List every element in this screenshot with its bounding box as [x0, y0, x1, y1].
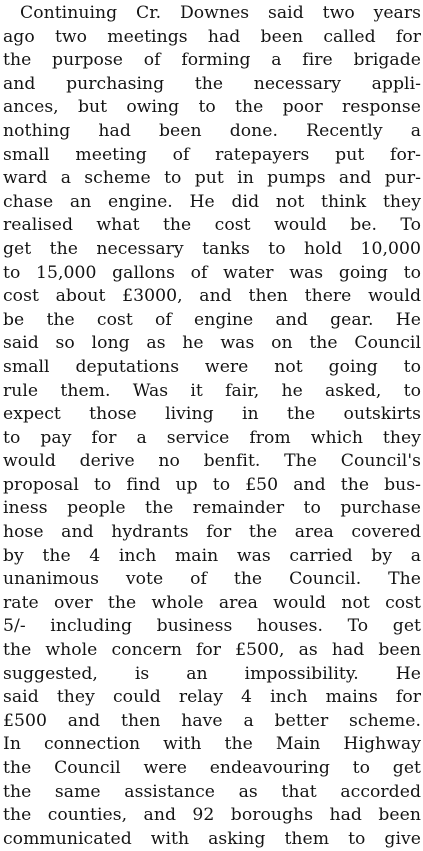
- text-line: be the cost of engine and gear. He: [3, 309, 421, 330]
- text-line: the whole concern for £500, as had been: [3, 640, 421, 661]
- text-line: to 15,000 gallons of water was going to: [3, 262, 421, 283]
- text-line: rate over the whole area would not cost: [3, 592, 421, 613]
- text-line: and purchasing the necessary appli-: [3, 73, 421, 94]
- text-line: hose and hydrants for the area covered: [3, 522, 421, 543]
- text-line: unanimous vote of the Council. The: [3, 569, 421, 590]
- text-line: nothing had been done. Recently a: [3, 120, 421, 141]
- text-line: would derive no benfit. The Council's: [3, 451, 421, 472]
- text-line: to pay for a service from which they: [3, 427, 421, 448]
- text-line: rule them. Was it fair, he asked, to: [3, 380, 421, 401]
- text-line: the same assistance as that accorded: [3, 781, 421, 802]
- text-line: the counties, and 92 boroughs had been: [3, 805, 421, 826]
- text-line: by the 4 inch main was carried by a: [3, 545, 421, 566]
- text-line: Continuing Cr. Downes said two years: [20, 3, 421, 23]
- text-line: cost about £3000, and then there would: [3, 286, 421, 307]
- text-line: iness people the remainder to purchase: [3, 498, 421, 519]
- text-line: communicated with asking them to give: [3, 828, 421, 849]
- text-line: realised what the cost would be. To: [3, 215, 421, 236]
- text-line: small meeting of ratepayers put for-: [3, 144, 421, 165]
- text-line: the Council were endeavouring to get: [3, 758, 421, 778]
- text-line: said they could relay 4 inch mains for: [3, 687, 421, 708]
- text-line: get the necessary tanks to hold 10,000: [3, 238, 421, 259]
- text-line: ward a scheme to put in pumps and pur-: [3, 168, 421, 189]
- text-line: chase an engine. He did not think they: [3, 191, 421, 212]
- article-body: [0, 2, 423, 851]
- text-line: In connection with the Main Highway: [3, 734, 421, 755]
- text-line: small deputations were not going to: [3, 356, 421, 377]
- text-line: expect those living in the outskirts: [3, 404, 421, 425]
- text-line: ances, but owing to the poor response: [3, 97, 421, 118]
- text-line: said so long as he was on the Council: [3, 333, 421, 354]
- text-line: suggested, is an impossibility. He: [3, 663, 421, 684]
- text-line: the purpose of forming a fire brigade: [3, 50, 421, 71]
- text-line: proposal to find up to £50 and the bus-: [3, 474, 421, 495]
- text-line: £500 and then have a better scheme.: [3, 710, 421, 731]
- text-line: 5/- including business houses. To get: [3, 616, 421, 637]
- text-line: ago two meetings had been called for: [3, 26, 421, 47]
